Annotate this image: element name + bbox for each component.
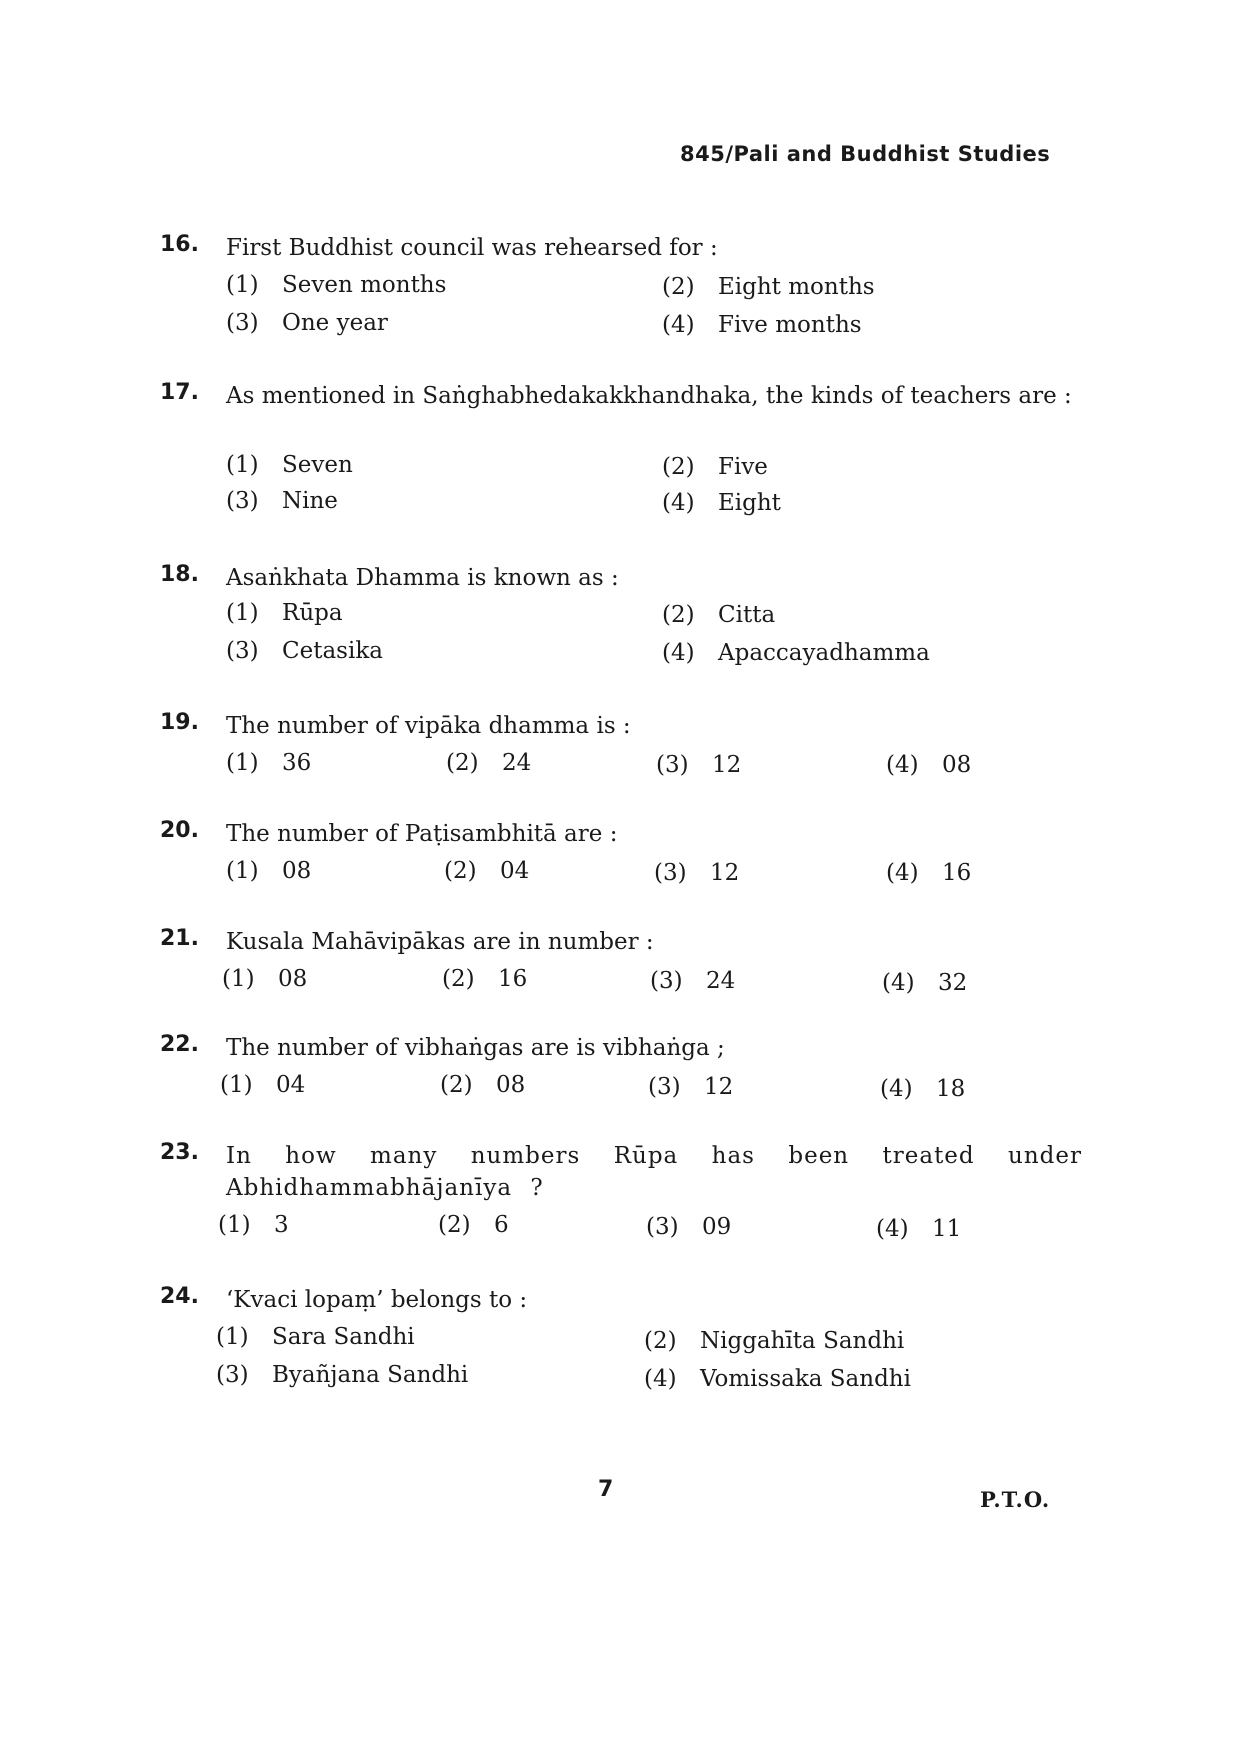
option-1: (1) 36 (226, 750, 312, 776)
option-2: (2) Citta (662, 602, 776, 628)
option-4: (4) 18 (880, 1076, 966, 1102)
paper-header: 845/Pali and Buddhist Studies (680, 142, 1051, 166)
question-number: 17. (160, 380, 199, 405)
question-text: In how many numbers Rūpa has been treated under Abhidhammabhājanīya ? (226, 1143, 1082, 1201)
option-4: (4) 11 (876, 1216, 962, 1242)
page-number: 7 (598, 1477, 614, 1502)
option-2: (2) 6 (438, 1212, 509, 1238)
option-3: (3) Nine (226, 488, 338, 514)
option-3: (3) One year (226, 310, 388, 336)
question-number: 21. (160, 926, 199, 951)
option-2: (2) Five (662, 454, 768, 480)
question-number: 19. (160, 710, 199, 735)
question-text: Kusala Mahāvipākas are in number : (226, 929, 654, 955)
option-2: (2) Niggahīta Sandhi (644, 1328, 905, 1354)
question-text: First Buddhist council was rehearsed for : (226, 235, 718, 261)
option-4: (4) Eight (662, 490, 781, 516)
option-1: (1) 08 (226, 858, 312, 884)
question-text: As mentioned in Saṅghabhedakakkhandhaka, the kinds of teachers are : (226, 383, 1072, 409)
option-3: (3) Cetasika (226, 638, 383, 664)
option-2: (2) 24 (446, 750, 532, 776)
question-number: 18. (160, 562, 199, 587)
option-2: (2) 16 (442, 966, 528, 992)
option-1: (1) 04 (220, 1072, 306, 1098)
question-text: Asaṅkhata Dhamma is known as : (226, 565, 619, 591)
question-text: The number of Paṭisambhitā are : (226, 821, 618, 847)
question-number: 16. (160, 232, 199, 257)
option-2: (2) 08 (440, 1072, 526, 1098)
question-number: 22. (160, 1032, 199, 1057)
question-number: 24. (160, 1284, 199, 1309)
option-3: (3) 12 (656, 752, 742, 778)
question-number: 20. (160, 818, 199, 843)
option-1: (1) 08 (222, 966, 308, 992)
option-1: (1) Rūpa (226, 600, 343, 626)
question-text: The number of vipāka dhamma is : (226, 713, 631, 739)
option-1: (1) Seven (226, 452, 353, 478)
option-1: (1) Seven months (226, 272, 447, 298)
option-3: (3) Byañjana Sandhi (216, 1362, 469, 1388)
option-4: (4) Vomissaka Sandhi (644, 1366, 911, 1392)
option-4: (4) 16 (886, 860, 972, 886)
option-4: (4) Five months (662, 312, 862, 338)
option-2: (2) 04 (444, 858, 530, 884)
option-1: (1) Sara Sandhi (216, 1324, 415, 1350)
option-4: (4) Apaccayadhamma (662, 640, 930, 666)
pto-label: P.T.O. (980, 1487, 1051, 1512)
option-4: (4) 08 (886, 752, 972, 778)
option-3: (3) 12 (654, 860, 740, 886)
question-number: 23. (160, 1140, 199, 1165)
option-3: (3) 12 (648, 1074, 734, 1100)
question-text: ‘Kvaci lopaṃ’ belongs to : (226, 1287, 528, 1313)
option-3: (3) 09 (646, 1214, 732, 1240)
option-2: (2) Eight months (662, 274, 875, 300)
option-3: (3) 24 (650, 968, 736, 994)
question-text: The number of vibhaṅgas are is vibhaṅga ; (226, 1035, 725, 1061)
option-1: (1) 3 (218, 1212, 289, 1238)
option-4: (4) 32 (882, 970, 968, 996)
